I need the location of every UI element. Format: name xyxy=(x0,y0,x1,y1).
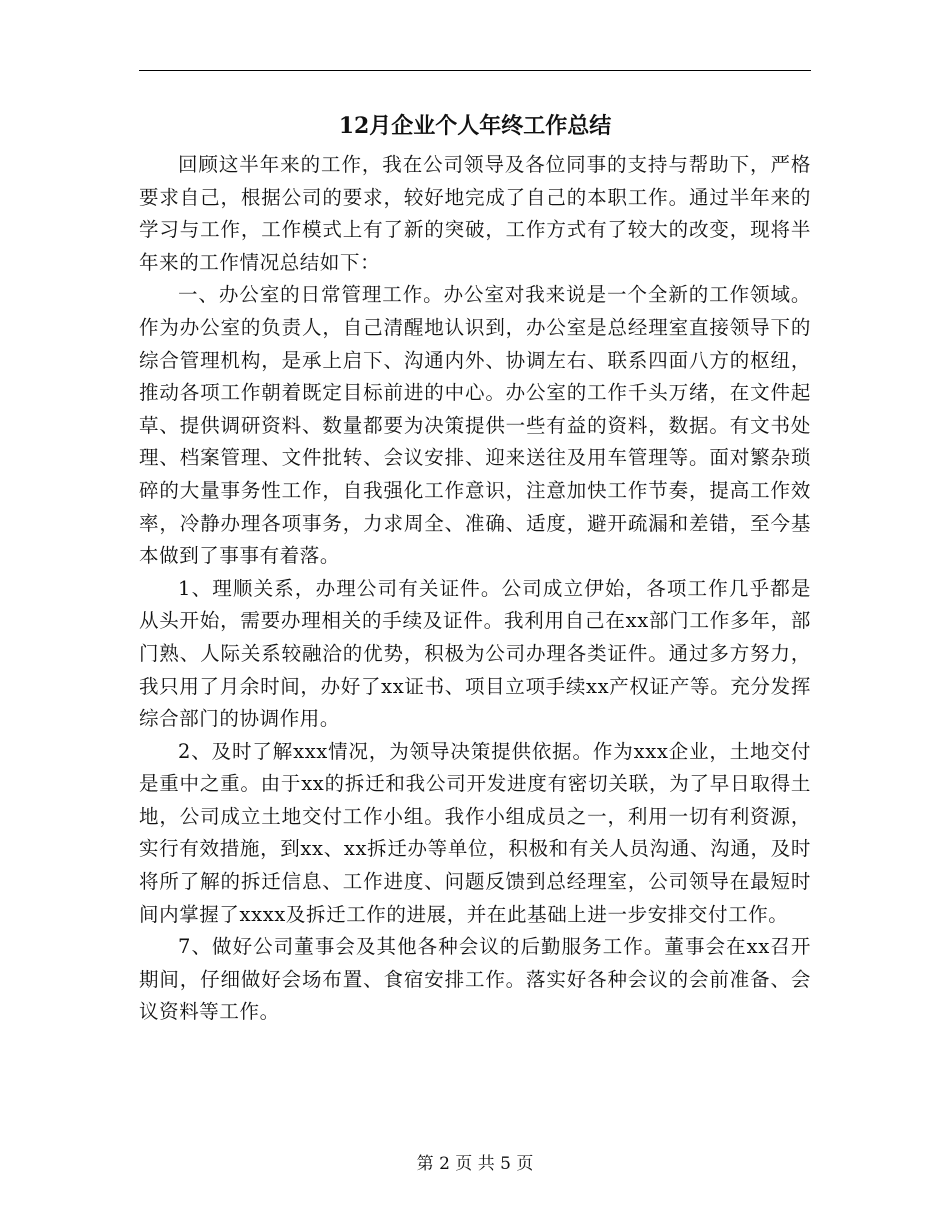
paragraph-section-1: 一、办公室的日常管理工作。办公室对我来说是一个全新的工作领域。作为办公室的负责人，自己清醒地认识到，办公室是总经理室直接领导下的综合管理机构，是承上启下、沟通内外、协调左右、联系四面八方的枢纽，推动各项工作朝着既定目标前进的中心。办公室的工作千头万绪，在文件起草、提供调研资料、数量都要为决策提供一些有益的资料，数据。有文书处理、档案管理、文件批转、会议安排、迎来送往及用车管理等。面对繁杂琐碎的大量事务性工作，自我强化工作意识，注意加快工作节奏，提高工作效率，冷静办理各项事务，力求周全、准确、适度，避开疏漏和差错，至今基本做到了事事有着落。 xyxy=(139,283,811,568)
document-title: 12月企业个人年终工作总结 xyxy=(338,113,612,139)
paragraph-item-2: 2、及时了解xxx情况，为领导决策提供依据。作为xxx企业，土地交付是重中之重。由于xx的拆迁和我公司开发进度有密切关联，为了早日取得土地，公司成立土地交付工作小组。我作小组成员之一，利用一切有利资源，实行有效措施，到xx、xx拆迁办等单位，积极和有关人员沟通、沟通，及时将所了解的拆迁信息、工作进度、问题反馈到总经理室，公司领导在最短时间内掌握了xxxx及拆迁工作的进展，并在此基础上进一步安排交付工作。 xyxy=(139,739,811,926)
header-rule xyxy=(139,70,811,71)
paragraph-intro: 回顾这半年来的工作，我在公司领导及各位同事的支持与帮助下，严格要求自己，根据公司的要求，较好地完成了自己的本职工作。通过半年来的学习与工作，工作模式上有了新的突破，工作方式有了较大的改变，现将半年来的工作情况总结如下： xyxy=(139,153,811,274)
paragraph-item-7: 7、做好公司董事会及其他各种会议的后勤服务工作。董事会在xx召开期间，仔细做好会场布置、食宿安排工作。落实好各种会议的会前准备、会议资料等工作。 xyxy=(139,935,811,1024)
paragraph-item-1: 1、理顺关系，办理公司有关证件。公司成立伊始，各项工作几乎都是从头开始，需要办理相关的手续及证件。我利用自己在xx部门工作多年，部门熟、人际关系较融洽的优势，积极为公司办理各类证件。通过多方努力，我只用了月余时间，办好了xx证书、项目立项手续xx产权证产等。充分发挥综合部门的协调作用。 xyxy=(139,576,811,731)
page-number: 第 2 页 共 5 页 xyxy=(416,1154,534,1174)
document-body xyxy=(139,149,811,1029)
